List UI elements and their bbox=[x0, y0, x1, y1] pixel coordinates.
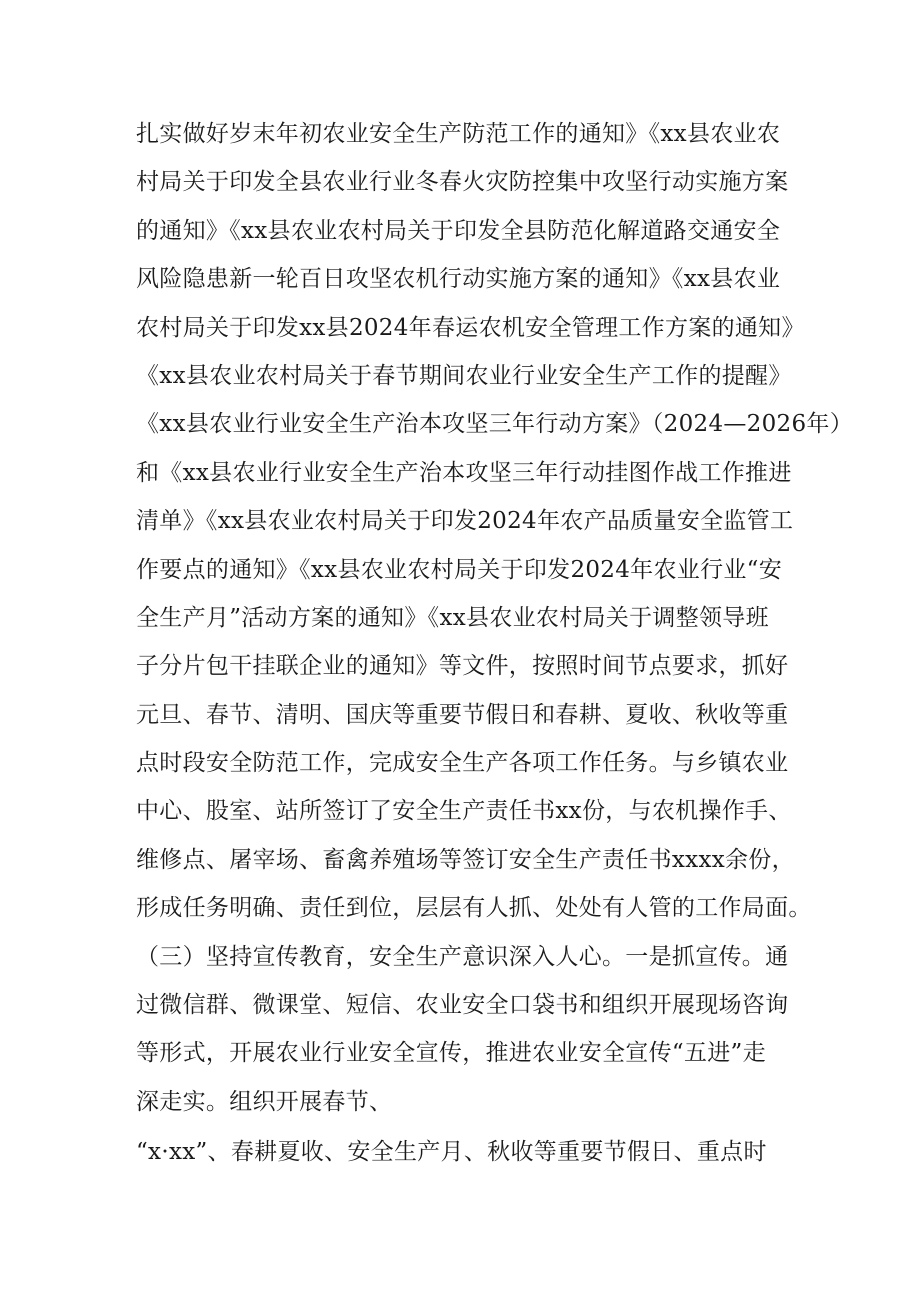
text-line-18: （三）坚持宣传教育，安全生产意识深入人心。一是抓宣传。通 bbox=[136, 943, 789, 970]
text-line-9: 清单》《xx县农业农村局关于印发2024年农产品质量安全监管工 bbox=[136, 508, 794, 535]
text-line-3: 的通知》《xx县农业农村局关于印发全县防范化解道路交通安全 bbox=[136, 217, 781, 244]
text-line-4: 风险隐患新一轮百日攻坚农机行动实施方案的通知》《xx县农业 bbox=[136, 266, 781, 293]
text-line-20: 等形式，开展农业行业安全宣传，推进农业安全宣传“五进”走 bbox=[136, 1040, 766, 1067]
text-line-16: 维修点、屠宰场、畜禽养殖场等签订安全生产责任书xxxx余份， bbox=[136, 846, 795, 873]
text-line-5: 农村局关于印发xx县2024年春运农机安全管理工作方案的通知》 bbox=[136, 314, 805, 341]
body-text bbox=[136, 110, 854, 1177]
text-line-22: “x·xx”、春耕夏收、安全生产月、秋收等重要节假日、重点时 bbox=[136, 1139, 767, 1166]
text-line-8: 和《xx县农业行业安全生产治本攻坚三年行动挂图作战工作推进 bbox=[136, 459, 792, 486]
text-line-19: 过微信群、微课堂、短信、农业安全口袋书和组织开展现场咨询 bbox=[136, 992, 789, 1019]
text-line-14: 点时段安全防范工作，完成安全生产各项工作任务。与乡镇农业 bbox=[136, 750, 789, 777]
text-line-21: 深走实。组织开展春节、 bbox=[136, 1088, 393, 1115]
text-line-11: 全生产月”活动方案的通知》《xx县农业农村局关于调整领导班 bbox=[136, 604, 769, 631]
text-line-2: 村局关于印发全县农业行业冬春火灾防控集中攻坚行动实施方案 bbox=[136, 169, 789, 196]
text-line-13: 元旦、春节、清明、国庆等重要节假日和春耕、夏收、秋收等重 bbox=[136, 701, 789, 728]
text-line-10: 作要点的通知》《xx县农业农村局关于印发2024年农业行业“安 bbox=[136, 556, 783, 583]
text-line-7: 《xx县农业行业安全生产治本攻坚三年行动方案》（2024—2026年） bbox=[136, 411, 854, 438]
text-line-12: 子分片包干挂联企业的通知》等文件，按照时间节点要求，抓好 bbox=[136, 653, 789, 680]
text-line-1: 扎实做好岁末年初农业安全生产防范工作的通知》《xx县农业农 bbox=[136, 121, 781, 147]
text-line-15: 中心、股室、站所签订了安全生产责任书xx份，与农机操作手、 bbox=[136, 798, 792, 825]
text-line-17: 形成任务明确、责任到位，层层有人抓、处处有人管的工作局面。 bbox=[136, 895, 812, 922]
text-line-6: 《xx县农业农村局关于春节期间农业行业安全生产工作的提醒》 bbox=[136, 362, 792, 389]
